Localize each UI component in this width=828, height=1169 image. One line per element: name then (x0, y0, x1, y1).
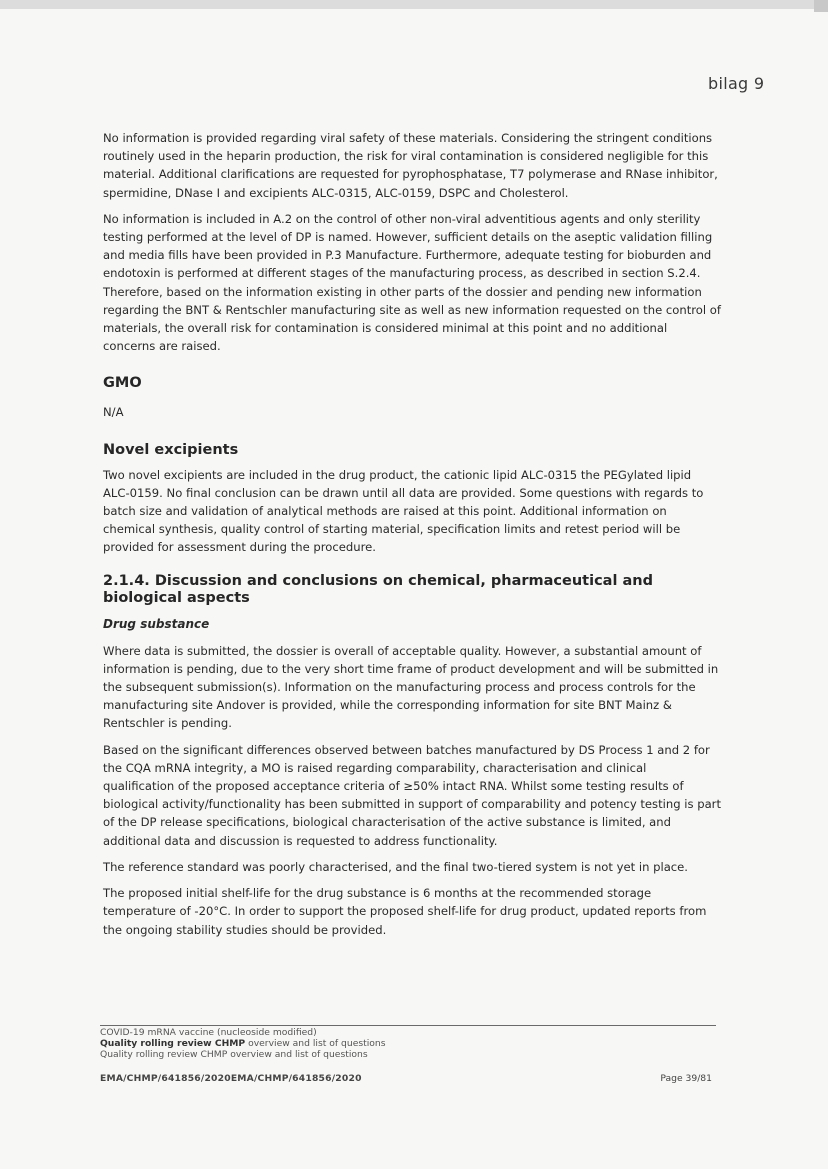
footer-review-rest: overview and list of questions (245, 1038, 386, 1050)
paragraph-ds-comparability: Based on the significant differences observed between batches manufactured by DS Process 1 and 2 for the CQA mRNA integrity, a MO is raised regarding comparability, characterisation and clinical qualification of the proposed acceptance criteria of ≥50% intact RNA. Whilst some testing results of biological activity/functionality has been submitted in support of comparability and potency testing is part of the DP release specifications, biological characterisation of the active substance is limited, and additional data and discussion is requested to address functionality. (103, 742, 721, 848)
heading-drug-substance: Drug substance (103, 616, 210, 631)
footer-review-bold: Quality rolling review CHMP (100, 1038, 246, 1050)
footer-rule (100, 1025, 716, 1026)
annex-stamp: bilag 9 (708, 74, 765, 93)
page-number: Page 39/81 (660, 1073, 712, 1084)
paragraph-adventitious-agents: No information is included in A.2 on the control of other non-viral adventitious agents and only sterility testing performed at the level of DP is named. However, sufficient details on the aseptic validation filling and media fills have been provided in P.3 Manufacture. Furthermore, adequate testing for bioburden and endotoxin is performed at different stages of the manufacturing process, as described in section S.2.4. Therefore, based on the information existing in other parts of the dossier and pending new information regarding the BNT & Rentschler manufacturing site as well as new information requested on the control of materials, the overall risk for contamination is considered minimal at this point and no additional concerns are raised. (103, 211, 721, 354)
paragraph-gmo: N/A (103, 405, 124, 420)
footer-meta (100, 1073, 716, 1084)
document-reference: EMA/CHMP/641856/2020EMA/CHMP/641856/2020 (100, 1073, 362, 1084)
page-footer (100, 1025, 716, 1061)
footer-review-subtitle: Quality rolling review CHMP overview and list of questions (100, 1049, 368, 1061)
footer-product: COVID-19 mRNA vaccine (nucleoside modified) (100, 1027, 317, 1038)
paragraph-shelf-life: The proposed initial shelf-life for the drug substance is 6 months at the recommended storage temperature of -20°C. In order to support the proposed shelf-life for drug product, updated reports from the ongoing stability studies should be provided. (103, 886, 707, 937)
footer-review-title (100, 1038, 716, 1049)
paragraph-ds-quality: Where data is submitted, the dossier is overall of acceptable quality. However, a substantial amount of information is pending, due to the very short time frame of product development and will be submitted in the subsequent submission(s). Information on the manufacturing process and process controls for the manufacturing site Andover is provided, while the corresponding information for site BNT Mainz & Rentschler is pending. (103, 643, 719, 731)
paragraph-viral-safety: No information is provided regarding viral safety of these materials. Considering the stringent conditions routinely used in the heparin production, the risk for viral contamination is considered negligible for this material. Additional clarifications are requested for pyrophosphatase, T7 polymerase and RNase inhibitor, spermidine, DNase I and excipients ALC-0315, ALC-0159, DSPC and Cholesterol. (103, 131, 718, 200)
paragraph-reference-standard: The reference standard was poorly characterised, and the final two-tiered system is not yet in place. (103, 859, 688, 874)
scan-corner-edge (814, 0, 828, 12)
paragraph-novel-excipients: Two novel excipients are included in the drug product, the cationic lipid ALC-0315 the PEGylated lipid ALC-0159. No final conclusion can be drawn until all data are provided. Some questions with regards to batch size and validation of analytical methods are raised at this point. Additional information on chemical synthesis, quality control of starting material, specification limits and retest period will be provided for assessment during the procedure. (103, 467, 704, 555)
heading-gmo: GMO (103, 375, 142, 392)
document-body (103, 129, 721, 947)
scan-top-edge (0, 0, 828, 9)
heading-novel-excipients: Novel excipients (103, 441, 239, 458)
heading-discussion: 2.1.4. Discussion and conclusions on chemical, pharmaceutical and biological aspects (103, 572, 653, 606)
